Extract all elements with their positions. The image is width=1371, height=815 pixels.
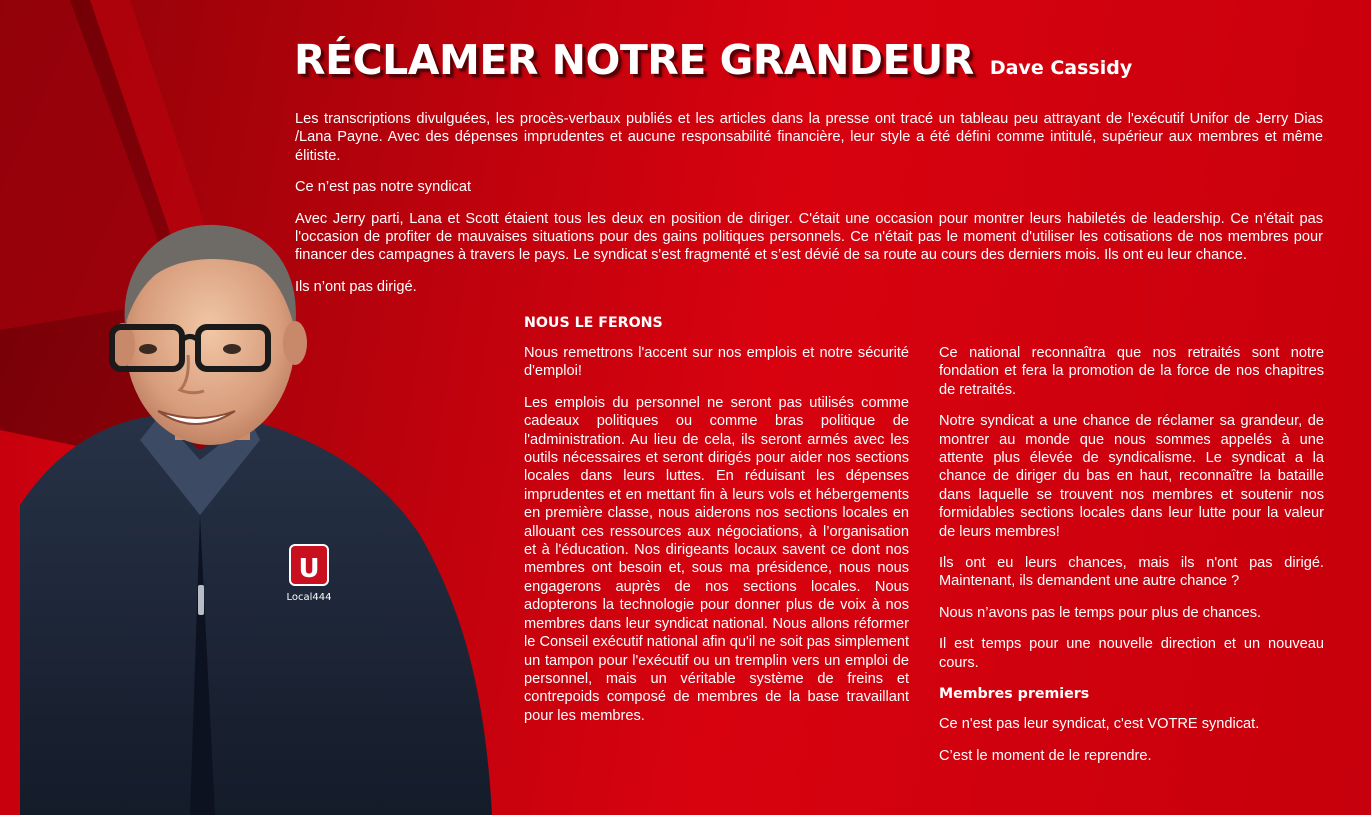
section-heading: Membres premiers bbox=[939, 686, 1090, 703]
union-badge-text: Local444 bbox=[286, 592, 332, 603]
intro-paragraph: Ce n’est pas notre syndicat bbox=[295, 179, 472, 196]
header bbox=[294, 36, 1132, 86]
intro-section bbox=[295, 110, 1323, 309]
left-column bbox=[524, 314, 909, 738]
column-paragraph: Les emplois du personnel ne seront pas utilisés comme cadeaux politiques ou comme bras politique de l'administration. Au lieu de cela, ils seront armés avec les outils nécessaires et seront dirigés pour aider nos sections locales dans leurs luttes. En réduisant les dépenses imprudentes et en mettant fin à leurs vols et hébergements en première classe, nous aiderons nos sections locales en allouant ces ressources aux négociations, à l’organisation et à l'éducation. Nos dirigeants locaux savent ce dont nos membres ont besoin et, sous ma présidence, nous nous engagerons auprès de nos sections locales. Nous adopterons la technologie pour donner plus de voix à nos membres dans leur syndicat national. Nous allons réformer le Conseil exécutif national afin qu'il ne soit pas simplement un tampon pour l'exécutif ou un tremplin vers un emploi de personnel, mais un véritable système de freins et contrepoids composé de membres de la base travaillant pour les membres. bbox=[524, 394, 909, 724]
author-name: Dave Cassidy bbox=[989, 57, 1133, 79]
column-paragraph: Notre syndicat a une chance de réclamer sa grandeur, de montrer au monde que nous sommes appelés à une attente plus élevée de syndicalisme. Le syndicat a la chance de diriger du bas en haut, reconnaître la bataille dans laquelle se trouvent nos membres et soutenir nos formidables sections locales dans leur lutte pour la valeur de leurs membres! bbox=[939, 413, 1324, 540]
page-title: RÉCLAMER NOTRE GRANDEUR bbox=[294, 36, 974, 84]
section-heading: NOUS LE FERONS bbox=[524, 315, 663, 331]
column-paragraph: Nous n’avons pas le temps pour plus de chances. bbox=[939, 604, 1262, 621]
right-column bbox=[939, 344, 1324, 778]
intro-paragraph: Avec Jerry parti, Lana et Scott étaient tous les deux en position de diriger. C'était une occasion pour montrer leurs habiletés de leadership. Ce n’était pas l'occasion de profiter de mauvaises situations pour des gains politiques personnels. Ce n'était pas le moment d'utiliser les cotisations de nos membres pour financer des campagnes à travers le pays. Le syndicat s'est fragmenté et s’est dévié de sa route au cours des derniers mois. Ils ont eu leur chance. bbox=[295, 210, 1323, 264]
column-paragraph: Ce national reconnaîtra que nos retraités sont notre fondation et fera la promotion de la force de nos chapitres de retraités. bbox=[939, 345, 1324, 398]
column-paragraph: Il est temps pour une nouvelle direction et un nouveau cours. bbox=[939, 636, 1324, 671]
column-paragraph: Ce n'est pas leur syndicat, c'est VOTRE syndicat. bbox=[939, 716, 1260, 733]
column-paragraph: C’est le moment de le reprendre. bbox=[939, 747, 1152, 764]
column-paragraph: Nous remettrons l'accent sur nos emplois et notre sécurité d'emploi! bbox=[524, 345, 909, 380]
intro-paragraph: Les transcriptions divulguées, les procès-verbaux publiés et les articles dans la presse ont tracé un tableau peu attrayant de l'exécutif Unifor de Jerry Dias /Lana Payne. Avec des dépenses imprudentes et aucune responsabilité financière, leur style a été défini comme intitulé, supérieur aux membres et même élitiste. bbox=[295, 111, 1323, 164]
column-paragraph: Ils ont eu leurs chances, mais ils n'ont pas dirigé. Maintenant, ils demandent une autre chance ? bbox=[939, 555, 1324, 590]
union-badge-letter: U bbox=[298, 554, 320, 584]
intro-paragraph: Ils n’ont pas dirigé. bbox=[295, 278, 417, 295]
